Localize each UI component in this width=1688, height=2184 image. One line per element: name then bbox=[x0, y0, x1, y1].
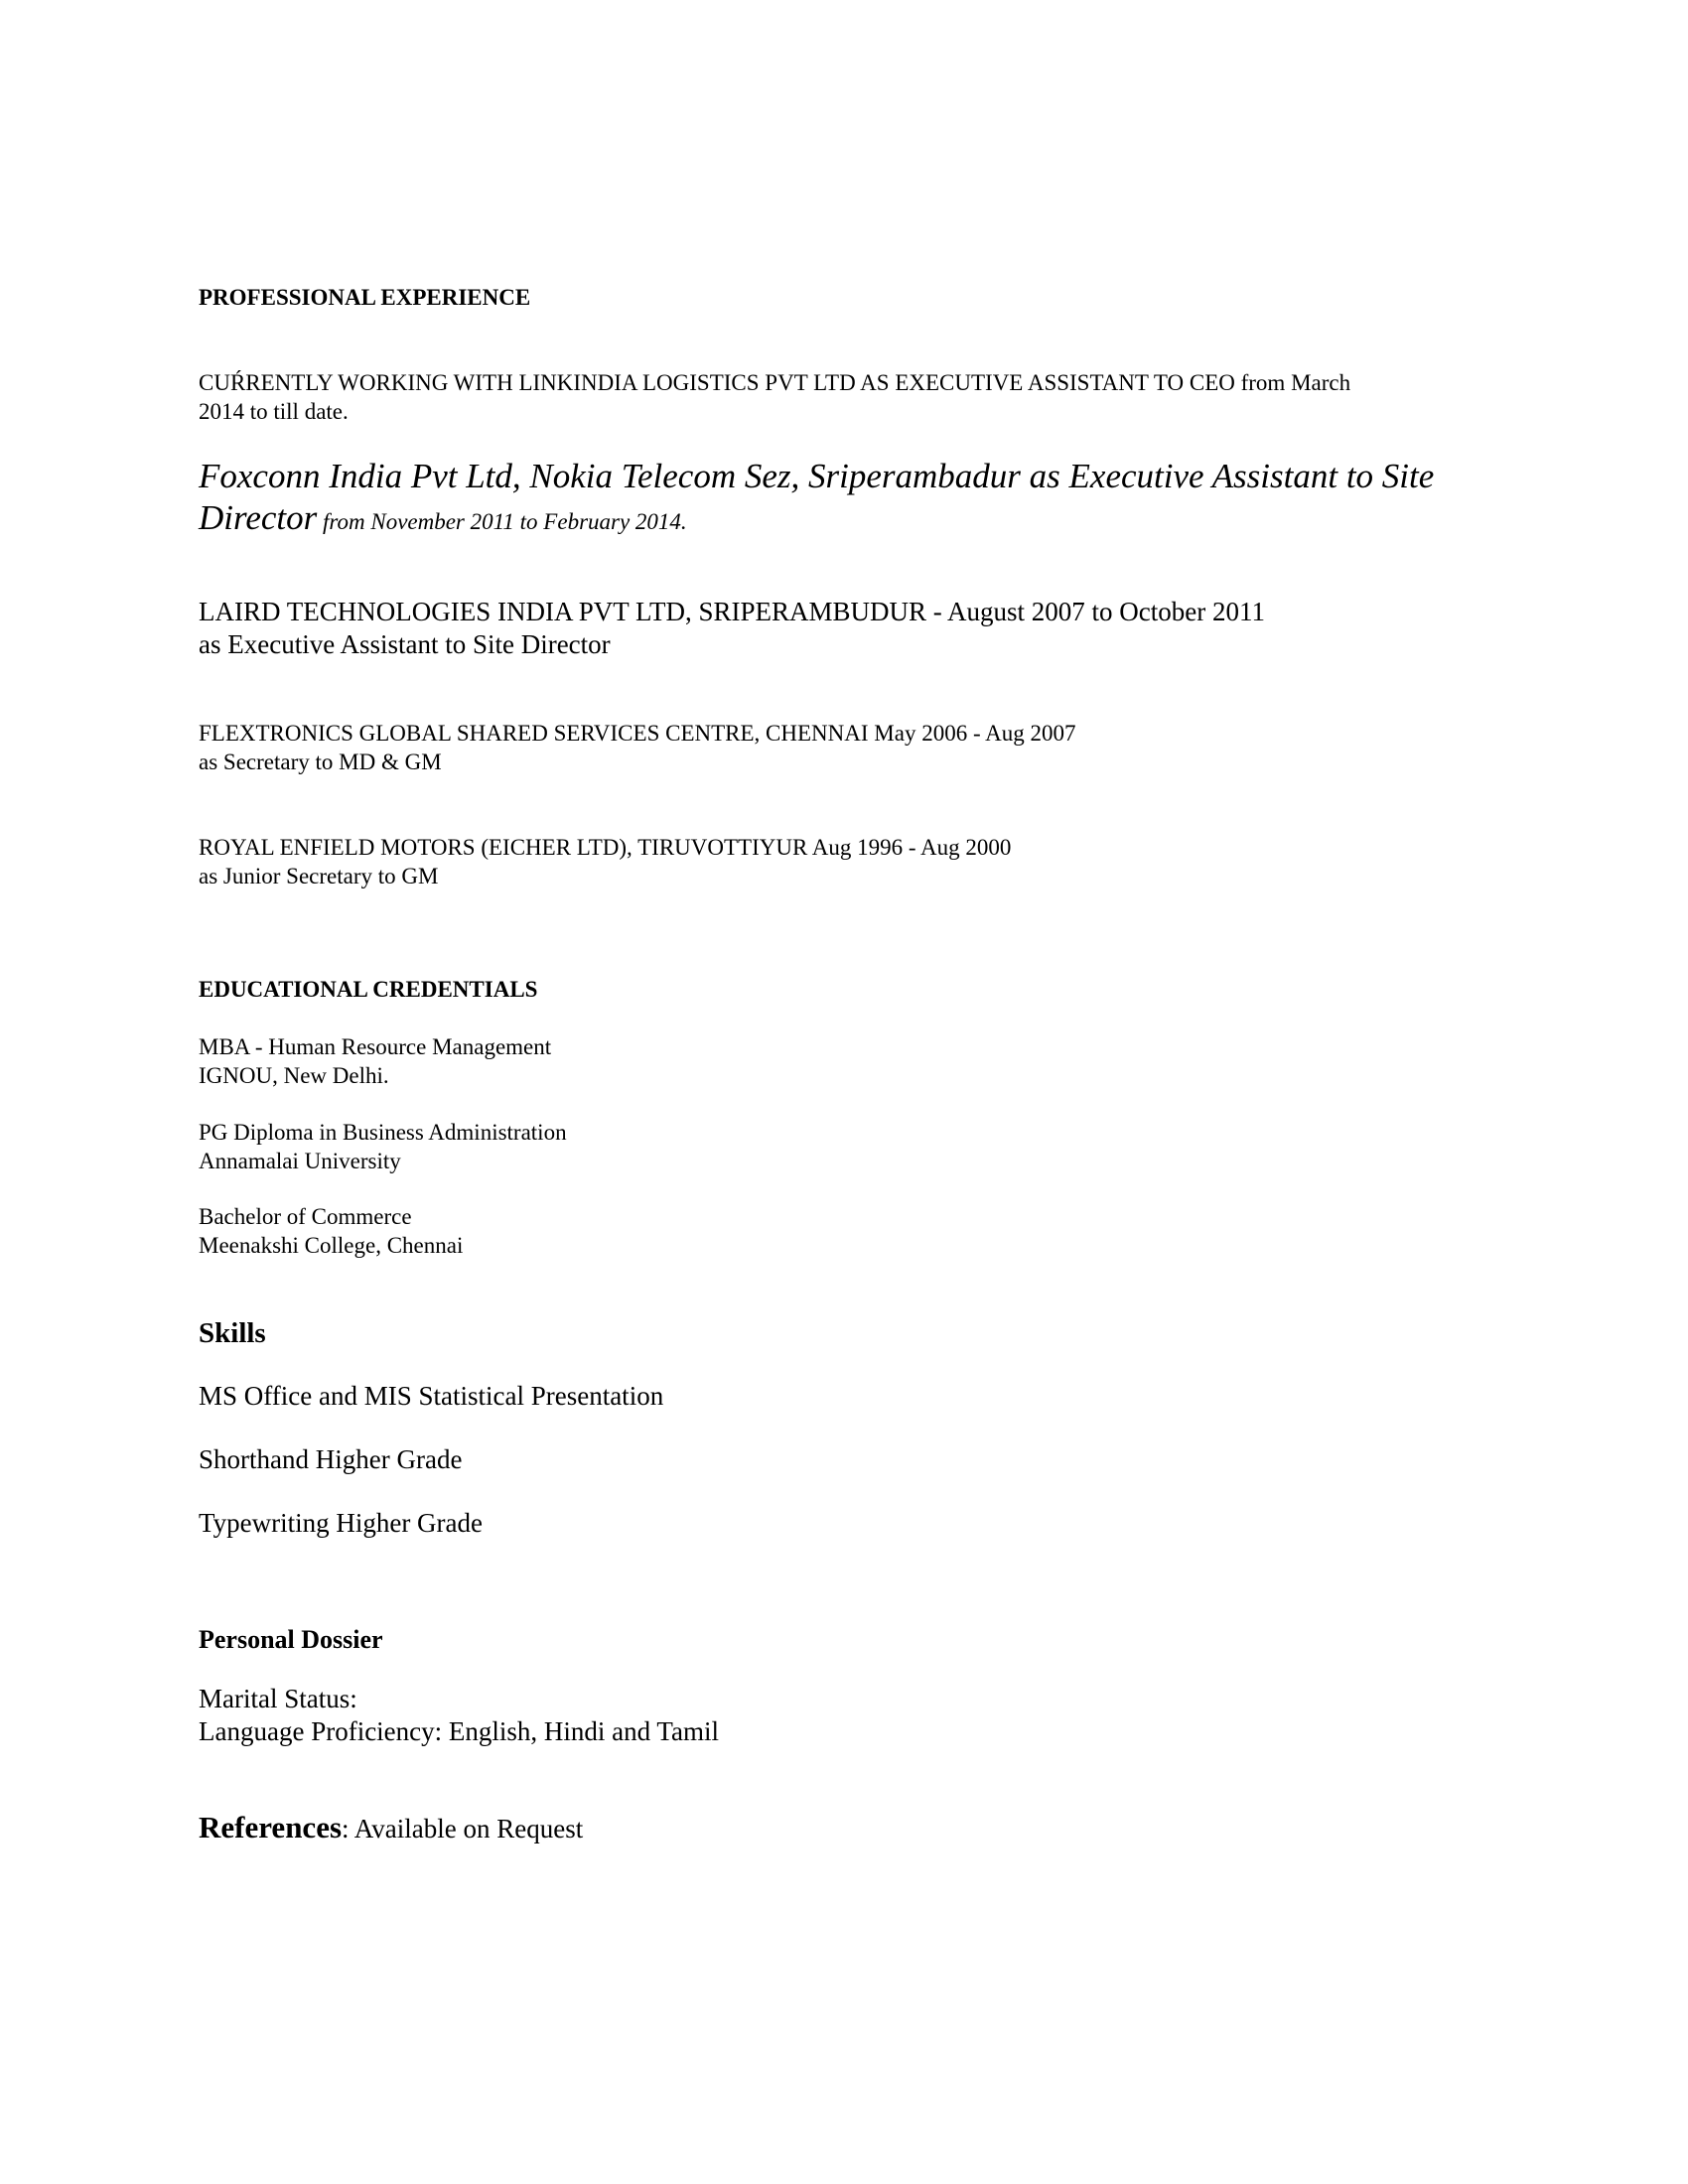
experience-current-line2: 2014 to till date. bbox=[199, 399, 349, 424]
education-institution: Annamalai University bbox=[199, 1149, 401, 1173]
education-degree: Bachelor of Commerce bbox=[199, 1204, 412, 1229]
education-degree: MBA - Human Resource Management bbox=[199, 1034, 552, 1059]
skill-item: MS Office and MIS Statistical Presentation bbox=[199, 1381, 664, 1411]
experience-current bbox=[199, 368, 1509, 426]
experience-current-line1: CUŔRENTLY WORKING WITH LINKINDIA LOGISTICS PVT LTD AS EXECUTIVE ASSISTANT TO CEO from March bbox=[199, 370, 1351, 395]
experience-flextronics bbox=[199, 719, 1509, 776]
references-text: : Available on Request bbox=[342, 1814, 584, 1843]
education-institution: IGNOU, New Delhi. bbox=[199, 1063, 389, 1088]
experience-royal-enfield bbox=[199, 833, 1509, 890]
experience-foxconn-dates: from November 2011 to February 2014. bbox=[317, 509, 687, 534]
experience-flextronics-line1: FLEXTRONICS GLOBAL SHARED SERVICES CENTRE, CHENNAI May 2006 - Aug 2007 bbox=[199, 721, 1076, 746]
education-degree: PG Diploma in Business Administration bbox=[199, 1120, 567, 1145]
experience-foxconn bbox=[199, 456, 1509, 543]
skill-item: Typewriting Higher Grade bbox=[199, 1508, 484, 1538]
professional-experience-heading: PROFESSIONAL EXPERIENCE bbox=[199, 285, 531, 310]
experience-laird bbox=[199, 596, 1509, 661]
skill-item: Shorthand Higher Grade bbox=[199, 1444, 463, 1474]
experience-foxconn-line1: Foxconn India Pvt Ltd, Nokia Telecom Sez, Sriperambadur as Executive Assistant to Site bbox=[199, 457, 1435, 495]
education-institution: Meenakshi College, Chennai bbox=[199, 1233, 464, 1258]
education-heading: EDUCATIONAL CREDENTIALS bbox=[199, 977, 538, 1002]
education-item bbox=[199, 1202, 1509, 1260]
experience-foxconn-line2 bbox=[199, 497, 1509, 543]
resume-page bbox=[199, 0, 1509, 2184]
experience-royal-enfield-line1: ROYAL ENFIELD MOTORS (EICHER LTD), TIRUVOTTIYUR Aug 1996 - Aug 2000 bbox=[199, 835, 1012, 860]
education-item bbox=[199, 1032, 1509, 1090]
education-item bbox=[199, 1118, 1509, 1175]
references-label: References bbox=[199, 1810, 343, 1844]
experience-royal-enfield-line2: as Junior Secretary to GM bbox=[199, 864, 439, 888]
experience-laird-line2: as Executive Assistant to Site Director bbox=[199, 629, 611, 659]
language-proficiency: Language Proficiency: English, Hindi and Tamil bbox=[199, 1716, 719, 1746]
references-line bbox=[199, 1811, 1509, 1845]
experience-flextronics-line2: as Secretary to MD & GM bbox=[199, 750, 442, 774]
experience-foxconn-title-end: Director bbox=[199, 498, 318, 537]
personal-dossier-heading: Personal Dossier bbox=[199, 1625, 383, 1654]
marital-status: Marital Status: bbox=[199, 1684, 357, 1713]
experience-laird-line1: LAIRD TECHNOLOGIES INDIA PVT LTD, SRIPERAMBUDUR - August 2007 to October 2011 bbox=[199, 597, 1266, 626]
skills-heading: Skills bbox=[199, 1317, 266, 1349]
personal-details bbox=[199, 1683, 1509, 1748]
